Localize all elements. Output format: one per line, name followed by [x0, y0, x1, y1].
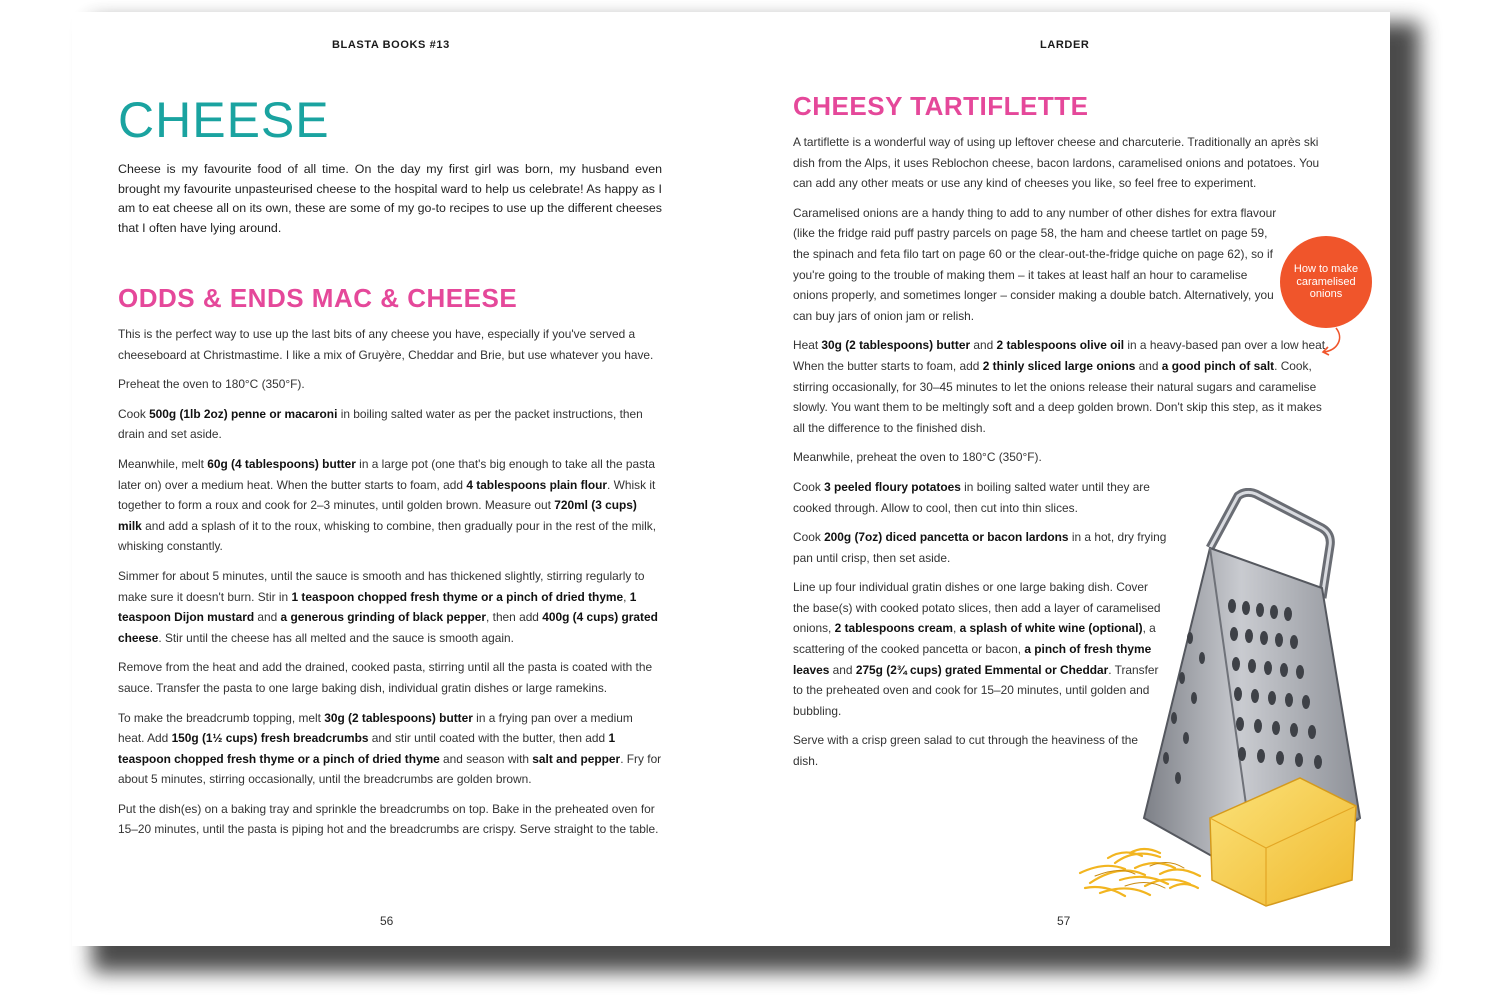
ingredient-text: 2 tablespoons cream	[834, 621, 953, 636]
side-note-text: How to make caramelised onions	[1293, 263, 1359, 301]
method-text: Cook	[793, 479, 825, 494]
running-head-left: BLASTA BOOKS #13	[332, 39, 450, 51]
ingredient-text: 2 tablespoons olive oil	[996, 338, 1125, 353]
recipe-paragraph	[793, 203, 1279, 327]
ingredient-text: 30g (2 tablespoons) butter	[821, 338, 971, 353]
page-number-right: 57	[1057, 914, 1071, 928]
recipe-title-tartiflette: CHEESY TARTIFLETTE	[793, 91, 1089, 121]
method-text: and stir until coated with the butter, then add	[368, 731, 609, 746]
method-text: This is the perfect way to use up the last bits of any cheese you have, especially if you've served a cheeseboard at Christmastime. I like a mix of Gruyère, Cheddar and Brie, but use whatever you have.	[118, 327, 654, 362]
ingredient-text: 60g (4 tablespoons) butter	[207, 456, 356, 471]
recipe-method-mac-cheese	[118, 324, 662, 840]
method-text: Meanwhile, melt	[118, 456, 208, 471]
ingredient-text: 30g (2 tablespoons) butter	[324, 710, 473, 725]
ingredient-text: 1 teaspoon chopped fresh thyme or a pinch of dried thyme	[291, 589, 624, 604]
ingredient-text: 1 teaspoon chopped fresh thyme or a pinch of dried thyme	[118, 731, 616, 766]
chapter-intro: Cheese is my favourite food of all time. On the day my first girl was born, my husband even brought my favourite unpasteurised cheese to the hospital ward to help us celebrate! As happy as I am to eat cheese all on its own, these are some of my go-to recipes to use up the different cheeses that I often have lying around.	[118, 162, 662, 235]
ingredient-text: 720ml (3 cups) milk	[118, 498, 637, 533]
method-text: , a scattering of the cooked pancetta or bacon,	[793, 621, 1156, 657]
method-text: ,	[623, 589, 630, 604]
left-page	[118, 90, 662, 849]
method-text: Cook	[793, 530, 825, 545]
ingredient-text: 200g (7oz) diced pancetta or bacon lardons	[824, 530, 1069, 545]
ingredient-text: 4 tablespoons plain flour	[466, 477, 608, 492]
method-text: . Whisk it together to form a roux and cook for 2–3 minutes, until golden brown. Measure out	[118, 477, 656, 513]
method-text: . Stir until the cheese has all melted and the sauce is smooth again.	[158, 630, 514, 645]
recipe-paragraph	[118, 566, 662, 648]
side-note-bubble	[1280, 236, 1372, 328]
ingredient-text: 275g (2¾ cups) grated Emmental or Cheddar	[855, 662, 1109, 677]
method-text: Cook	[118, 406, 150, 421]
method-text: and season with	[439, 751, 533, 766]
recipe-paragraph	[118, 657, 662, 698]
method-text: Put the dish(es) on a baking tray and sprinkle the breadcrumbs on top. Bake in the preheated oven for 15–20 minutes, until the pasta is piping hot and the breadcrumbs are crispy. Serve straight to the table.	[118, 801, 659, 837]
method-text: in a heavy-based pan over a low heat. When the butter starts to foam, add	[793, 338, 1329, 373]
method-text: in a large pot (one that's big enough to take all the pasta later on) over a medium heat. When the butter starts to foam, add	[118, 456, 655, 492]
recipe-paragraph	[118, 454, 662, 557]
ingredient-text: 2 thinly sliced large onions	[982, 358, 1136, 373]
method-text: and	[970, 338, 997, 353]
method-text: Remove from the heat and add the drained, cooked pasta, stirring until all the pasta is coated with the sauce. Transfer the pasta to one large baking dish, individual gratin dishes or large ramekins.	[118, 660, 653, 695]
method-text: , then add	[486, 610, 543, 625]
method-text: in a hot, dry frying pan until crisp, then set aside.	[793, 530, 1167, 565]
running-head-right: LARDER	[1040, 39, 1090, 51]
method-text: and	[1135, 358, 1162, 373]
recipe-paragraph	[793, 335, 1333, 438]
method-text: To make the breadcrumb topping, melt	[118, 710, 325, 725]
recipe-paragraph	[118, 374, 662, 395]
method-text: . Cook, stirring occasionally, for 30–45 minutes to let the onions release their natural sugars and caramelise slowly. You want them to be meltingly soft and a deep golden brown. Don't skip this step, as it makes all the difference to the finished dish.	[793, 358, 1322, 435]
ingredient-text: a generous grinding of black pepper	[280, 610, 487, 625]
method-text: in a frying pan over a medium heat. Add	[118, 710, 633, 746]
method-text: Meanwhile, preheat the oven to 180°C (350°F).	[793, 450, 1042, 465]
method-text: . Transfer to the preheated oven and cook for 15–20 minutes, until golden and bubbling.	[793, 662, 1159, 718]
recipe-paragraph	[118, 708, 662, 790]
curved-arrow-icon	[1318, 326, 1348, 358]
recipe-paragraph	[793, 447, 1333, 468]
recipe-title-mac-cheese: ODDS & ENDS MAC & CHEESE	[118, 283, 518, 313]
method-text: and	[829, 662, 856, 677]
method-text: Preheat the oven to 180°C (350°F).	[118, 377, 305, 392]
ingredient-text: a pinch of fresh thyme leaves	[793, 642, 1152, 677]
method-text: A tartiflette is a wonderful way of using up leftover cheese and charcuterie. Traditionally an après ski dish from the Alps, it uses Reblochon cheese, bacon lardons, caramelised onions and potatoes. You can add any other meats or use any kind of cheeses you like, so feel free to experiment.	[793, 135, 1320, 191]
ingredient-text: 1 teaspoon Dijon mustard	[118, 589, 637, 625]
ingredient-text: salt and pepper	[532, 751, 621, 766]
method-text: Line up four individual gratin dishes or one large baking dish. Cover the base(s) with cooked potato slices, then add a layer of caramelised onions,	[793, 580, 1161, 636]
recipe-paragraph	[118, 404, 662, 445]
chapter-title: CHEESE	[118, 92, 330, 148]
method-text: Serve with a crisp green salad to cut through the heaviness of the dish.	[793, 733, 1139, 769]
method-text: ,	[952, 621, 960, 636]
cheese-grater-illustration	[1060, 488, 1370, 908]
recipe-paragraph	[793, 132, 1333, 194]
method-text: in boiling salted water until they are cooked through. Allow to cool, then cut into thin slices.	[793, 479, 1150, 515]
ingredient-text: a splash of white wine (optional)	[959, 621, 1143, 636]
recipe-paragraph	[118, 799, 662, 840]
ingredient-text: 150g (1½ cups) fresh breadcrumbs	[171, 731, 369, 746]
ingredient-text: 500g (1lb 2oz) penne or macaroni	[149, 406, 338, 421]
method-text: Simmer for about 5 minutes, until the sauce is smooth and has thickened slightly, stirring regularly to make sure it doesn't burn. Stir in	[118, 568, 645, 604]
recipe-paragraph	[118, 324, 662, 365]
method-text: Caramelised onions are a handy thing to add to any number of other dishes for extra flavour (like the fridge raid puff pastry parcels on page 58, the ham and cheese tartlet on page 59, the spinach and feta filo tart on page 60 or the clear-out-the-fridge quiche on page 62), so if you're going to the trouble of making them – it takes at least half an hour to caramelise onions properly, and sometimes longer – consider making a double batch. Alternatively, you can buy jars of onion jam or relish.	[793, 205, 1277, 323]
method-text: in boiling salted water as per the packet instructions, then drain and set aside.	[118, 406, 643, 442]
method-text: and	[254, 610, 281, 625]
ingredient-text: 3 peeled floury potatoes	[824, 479, 961, 494]
method-text: . Fry for about 5 minutes, stirring occasionally, until the breadcrumbs are golden brown.	[118, 751, 662, 787]
ingredient-text: 400g (4 cups) grated cheese	[118, 610, 658, 645]
ingredient-text: a good pinch of salt	[1161, 358, 1275, 373]
page-number-left: 56	[380, 914, 394, 928]
method-text: Heat	[793, 338, 822, 353]
method-text: and add a splash of it to the roux, whisking to combine, then gradually pour in the rest of the milk, whisking constantly.	[118, 518, 657, 554]
